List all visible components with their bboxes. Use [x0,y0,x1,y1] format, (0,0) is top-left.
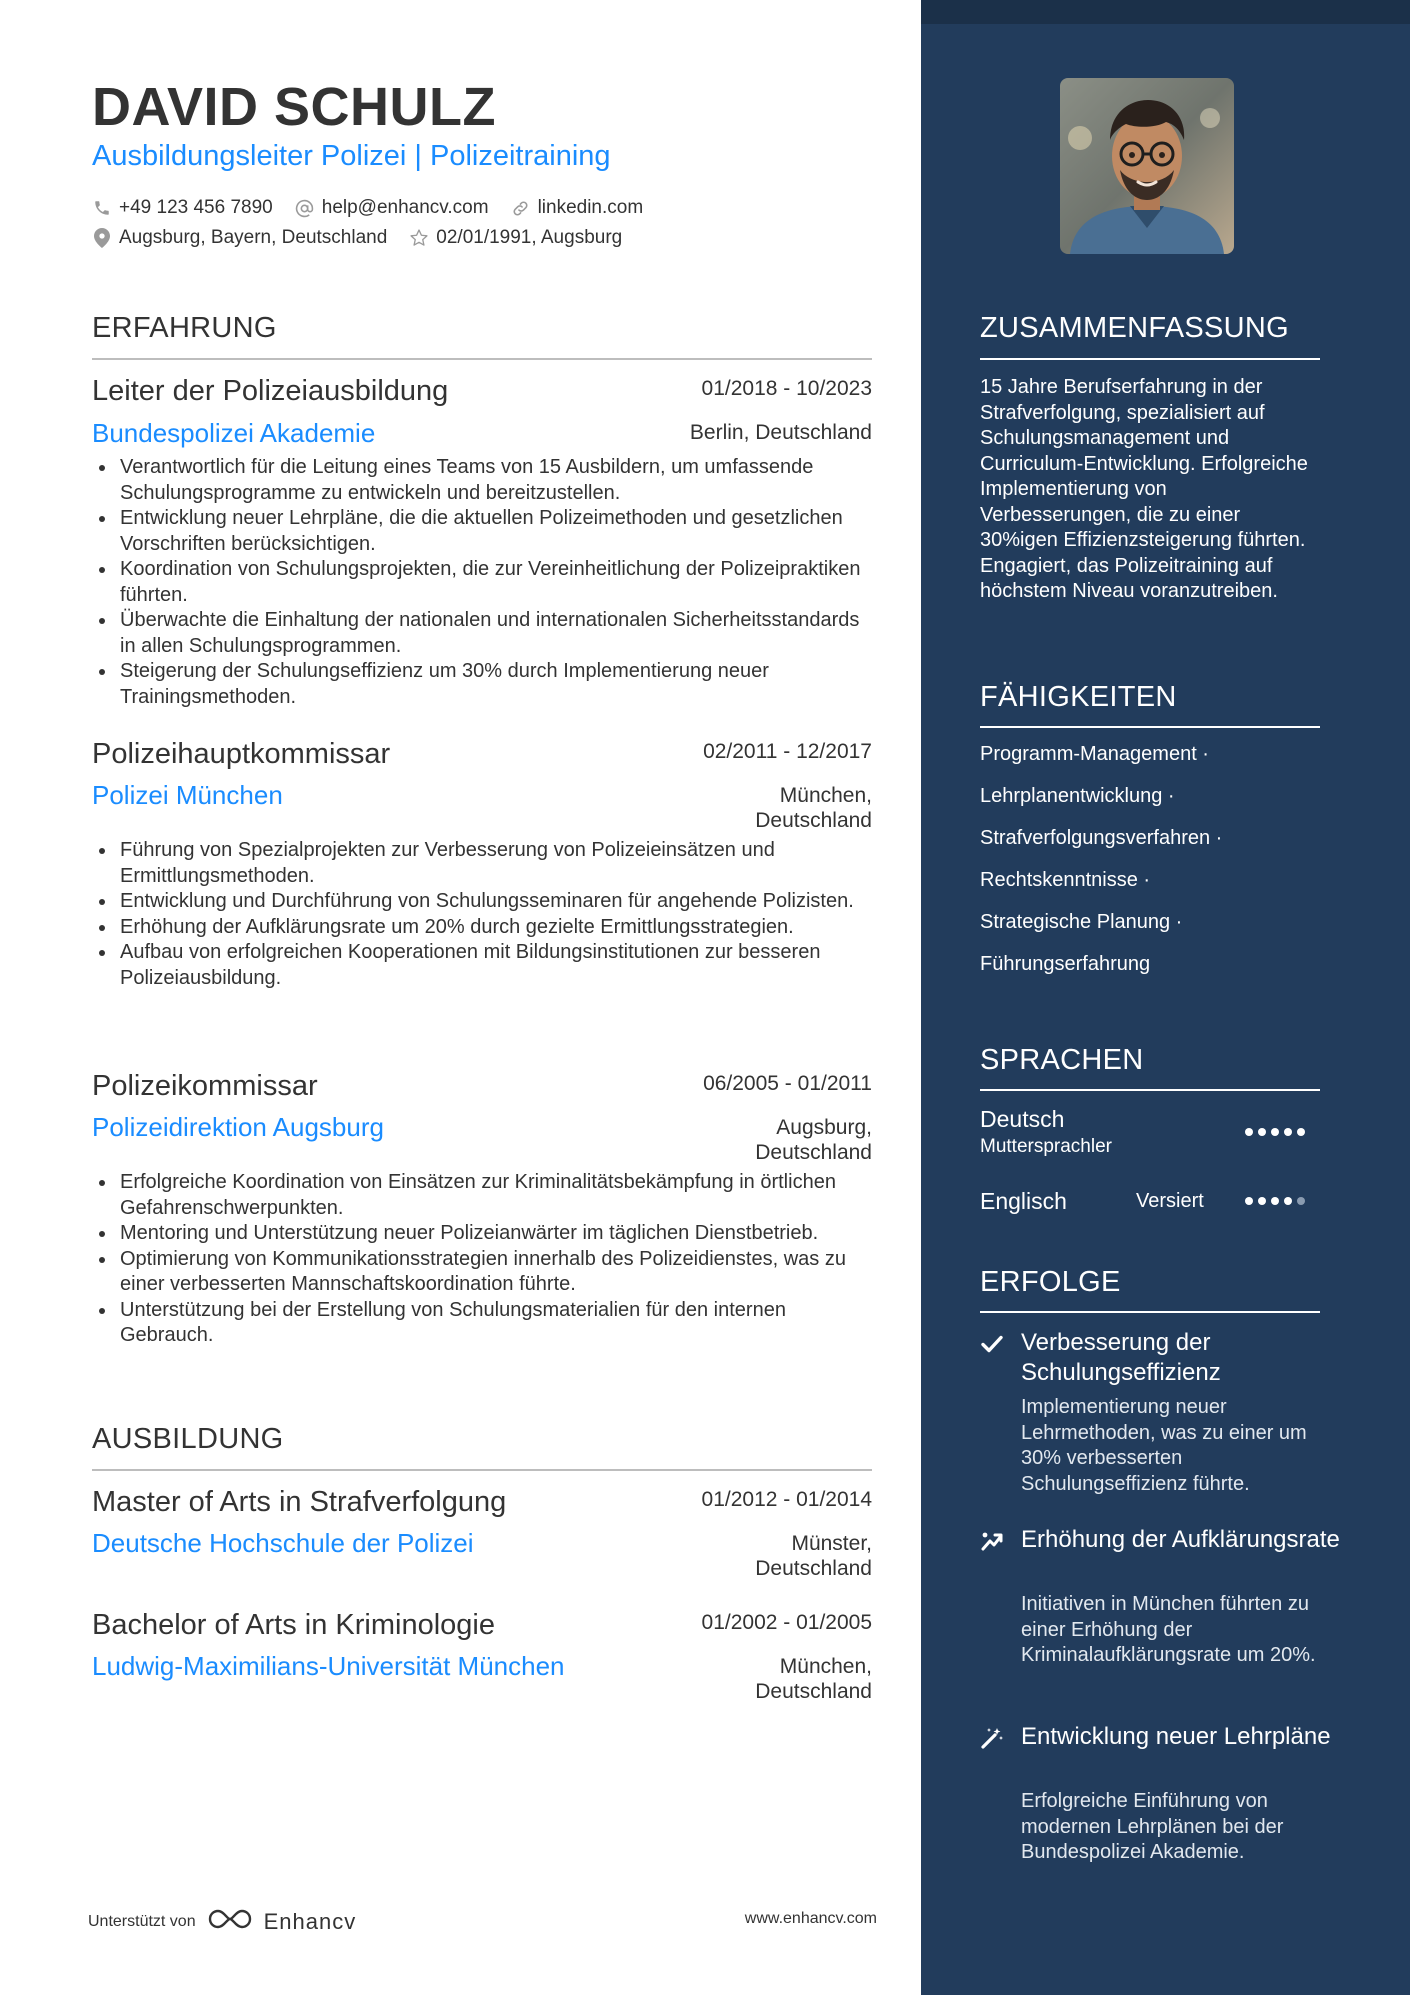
footer-powered-by [88,1906,356,1937]
job-bullet: Optimierung von Kommunikationsstrategien innerhalb des Polizeidienstes, was zu einer verbesserten Mannschaftskoordination führte. [92,1247,872,1298]
rating-dot-filled [1297,1128,1305,1136]
magic-wand-icon [980,1726,1006,1752]
job-location [755,1115,872,1165]
school-location-line: München, [779,1655,872,1678]
job-company[interactable]: Polizei München [92,780,283,810]
contact-info [92,193,892,253]
job-bullet: Mentoring und Unterstützung neuer Polizeianwärter im täglichen Dienstbetrieb. [92,1221,872,1247]
education-item [92,1609,872,1703]
candidate-name: DAVID SCHULZ [92,77,496,137]
skill-item: Strategische Planung · [980,911,1183,933]
school-location [755,1531,872,1581]
profile-photo [1060,78,1234,254]
job-location-line: Deutschland [755,1141,872,1164]
school-name[interactable]: Ludwig-Maximilians-Universität München [92,1651,565,1681]
school-location-line: Deutschland [755,1680,872,1703]
rating-dot-filled [1271,1128,1279,1136]
school-location [755,1654,872,1704]
language-level: Muttersprachler [980,1136,1112,1157]
languages-divider [980,1089,1320,1091]
rating-dot-filled [1258,1197,1266,1205]
skill-item: Strafverfolgungsverfahren · [980,827,1223,849]
contact-phone[interactable] [92,197,273,219]
rating-dot-filled [1245,1197,1253,1205]
birth-text: 02/01/1991, Augsburg [436,227,623,248]
education-section-title: AUSBILDUNG [92,1423,284,1455]
experience-item [92,738,872,989]
check-icon [980,1332,1006,1358]
degree-title: Master of Arts in Strafverfolgung [92,1486,507,1518]
link-icon [511,198,531,218]
job-bullet: Entwicklung neuer Lehrpläne, die die aktuellen Polizeimethoden und gesetzlichen Vorschriften berücksichtigen. [92,506,872,557]
skill-item: Führungserfahrung [980,953,1151,975]
skills-section-title: FÄHIGKEITEN [980,681,1177,713]
enhancv-logo-icon [206,1906,254,1937]
skill-item: Rechtskenntnisse · [980,869,1151,891]
phone-text: +49 123 456 7890 [119,197,273,218]
phone-icon [92,198,112,218]
job-location-line: Augsburg, [776,1116,872,1139]
location-text: Augsburg, Bayern, Deutschland [119,227,388,248]
job-bullet: Unterstützung bei der Erstellung von Schulungsmaterialien für den internen Gebrauch. [92,1298,872,1349]
degree-date: 01/2012 - 01/2014 [701,1488,872,1511]
job-bullet: Verantwortlich für die Leitung eines Teams von 15 Ausbildern, um umfassende Schulungsprogramme zu entwickeln und bereitzustellen. [92,455,872,506]
linkedin-text: linkedin.com [537,197,644,218]
skills-divider [980,726,1320,728]
candidate-headline: Ausbildungsleiter Polizei | Polizeitraining [92,140,611,172]
contact-birth [409,227,622,249]
achievement-description: Initiativen in München führten zu einer Erhöhung der Kriminalaufklärungsrate um 20%. [1021,1593,1316,1666]
school-location-line: Deutschland [755,1557,872,1580]
experience-item [92,1070,872,1346]
contact-email[interactable] [295,197,489,219]
job-date: 06/2005 - 01/2011 [703,1072,872,1095]
sidebar-top-band [921,0,1410,24]
job-location [690,420,872,445]
job-bullets [92,455,872,710]
language-rating [1245,1128,1305,1136]
rating-dot-filled [1245,1128,1253,1136]
job-title: Leiter der Polizeiausbildung [92,375,449,407]
languages-section-title: SPRACHEN [980,1044,1144,1076]
job-title: Polizeikommissar [92,1070,318,1102]
achievement-title: Entwicklung neuer Lehrpläne [1021,1723,1331,1750]
footer-brand[interactable]: Enhancv [263,1908,357,1934]
job-bullet: Steigerung der Schulungseffizienz um 30% durch Implementierung neuer Trainingsmethoden. [92,659,872,710]
sidebar [921,0,1410,1995]
job-bullet: Aufbau von erfolgreichen Kooperationen mit Bildungsinstitutionen zur besseren Polizeiausbildung. [92,940,872,991]
language-name: Deutsch [980,1106,1065,1132]
achievements-divider [980,1311,1320,1313]
job-bullets [92,1170,872,1349]
job-bullet: Koordination von Schulungsprojekten, die zur Vereinheitlichung der Polizeipraktiken führten. [92,557,872,608]
achievement-description: Implementierung neuer Lehrmethoden, was zu einer um 30% verbesserten Schulungseffizienz führte. [1021,1396,1307,1495]
rating-dot-filled [1284,1128,1292,1136]
job-bullets [92,838,872,991]
job-bullet: Entwicklung und Durchführung von Schulungsseminaren für angehende Polizisten. [92,889,872,915]
contact-linkedin[interactable] [511,197,644,219]
job-location-line: München, [779,784,872,807]
experience-divider [92,358,872,360]
education-divider [92,1469,872,1471]
footer-website[interactable]: www.enhancv.com [744,1910,877,1927]
at-icon [295,198,315,218]
rating-dot-empty [1297,1197,1305,1205]
language-rating [1245,1197,1305,1205]
job-title: Polizeihauptkommissar [92,738,391,770]
star-icon [409,228,429,248]
skill-item: Lehrplanentwicklung · [980,785,1175,807]
degree-title: Bachelor of Arts in Kriminologie [92,1609,495,1641]
job-bullet: Erfolgreiche Koordination von Einsätzen zur Kriminalitätsbekämpfung in örtlichen Gefahrenschwerpunkten. [92,1170,872,1221]
achievement-title: Erhöhung der Aufklärungsrate [1021,1526,1340,1553]
language-name: Englisch [980,1188,1067,1214]
achievement-title: Verbesserung der Schulungseffizienz [1021,1329,1221,1386]
powered-by-text: Unterstützt von [88,1912,196,1930]
job-date: 02/2011 - 12/2017 [703,740,872,763]
achievements-section-title: ERFOLGE [980,1266,1121,1298]
experience-item [92,375,872,708]
job-bullet: Erhöhung der Aufklärungsrate um 20% durch gezielte Ermittlungsstrategien. [92,915,872,941]
job-company[interactable]: Polizeidirektion Augsburg [92,1112,384,1142]
job-location [755,783,872,833]
language-level: Versiert [1136,1190,1204,1212]
school-name[interactable]: Deutsche Hochschule der Polizei [92,1528,474,1558]
degree-date: 01/2002 - 01/2005 [701,1611,872,1634]
chart-up-icon [980,1529,1006,1555]
skill-item: Programm-Management · [980,743,1209,765]
contact-location [92,227,387,249]
location-pin-icon [92,228,112,248]
job-bullet: Führung von Spezialprojekten zur Verbesserung von Polizeieinsätzen und Ermittlungsmethoden. [92,838,872,889]
experience-section-title: ERFAHRUNG [92,312,277,344]
rating-dot-filled [1271,1197,1279,1205]
school-location-line: Münster, [791,1532,872,1555]
summary-divider [980,358,1320,360]
summary-text: 15 Jahre Berufserfahrung in der Strafverfolgung, spezialisiert auf Schulungsmanagement und Curriculum-Entwicklung. Erfolgreiche Implementierung von Verbesserungen, die zu einer 30%igen Effizienzsteigerung führten. Engagiert, das Polizeitraining auf höchstem Niveau voranzutreiben. [980,376,1308,602]
email-text: help@enhancv.com [321,197,489,218]
education-item [92,1486,872,1580]
rating-dot-filled [1258,1128,1266,1136]
job-location-line: Deutschland [755,809,872,832]
summary-section-title: ZUSAMMENFASSUNG [980,312,1290,344]
achievement-description: Erfolgreiche Einführung von modernen Lehrplänen bei der Bundespolizei Akademie. [1021,1790,1284,1863]
job-location-line: Berlin, Deutschland [689,421,872,444]
job-bullet: Überwachte die Einhaltung der nationalen und internationalen Sicherheitsstandards in allen Schulungsprogrammen. [92,608,872,659]
job-date: 01/2018 - 10/2023 [701,377,872,400]
rating-dot-filled [1284,1197,1292,1205]
job-company[interactable]: Bundespolizei Akademie [92,418,376,448]
